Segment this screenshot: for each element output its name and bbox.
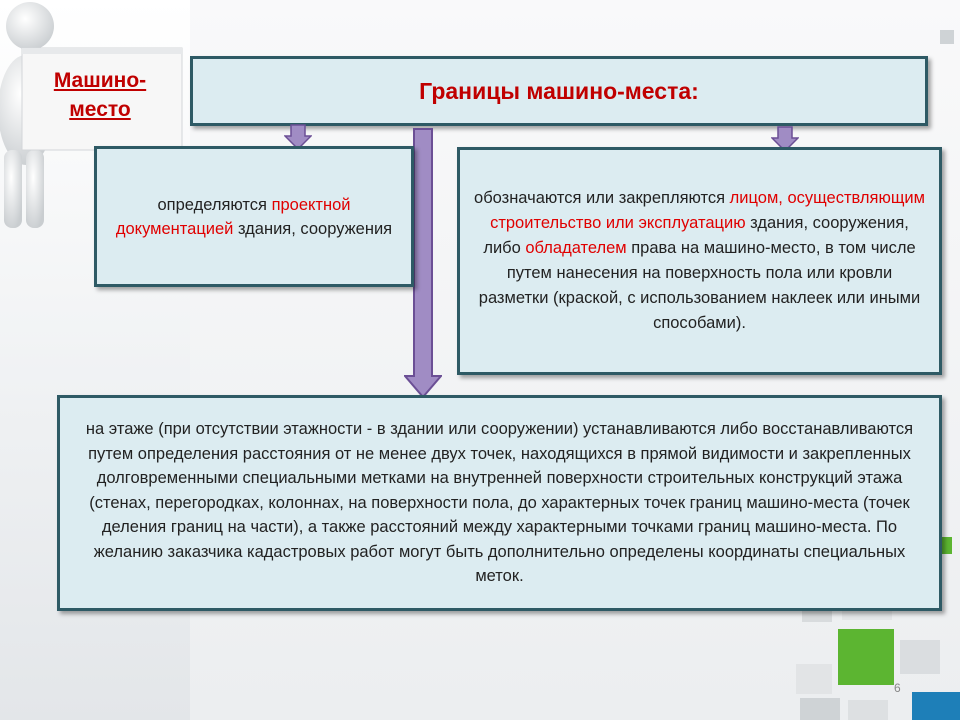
left-info-text xyxy=(107,193,401,241)
highlighted-text: лицом, осуществляющим строительство или эксплуатацию xyxy=(490,189,925,232)
page-title: Границы машино-места: xyxy=(190,56,928,126)
page-number: 6 xyxy=(894,681,901,695)
highlighted-text: обладателем xyxy=(525,239,627,257)
bottom-info-text: на этаже (при отсутствии этажности - в здании или сооружении) устанавливаются либо восстанавливаются путем определения расстояния от не менее двух точек, находящихся в прямой видимости и закрепленных долговременными специальными метками на внутренней поверхности строительных конструкций этажа (стенах, перегородках, колоннах, на поверхности пола, до характерных точек границ машино-места (точек деления границ на части), а также расстояний между характерными точками границ машино-места. По желанию заказчика кадастровых работ могут быть дополнительно определены координаты специальных меток. xyxy=(85,419,914,586)
text-segment: обозначаются или закрепляются xyxy=(474,189,730,207)
right-info-text xyxy=(474,186,925,336)
bottom-info-box xyxy=(57,395,942,611)
sign-label: Машино-место xyxy=(53,69,147,121)
text-segment: здания, сооружения xyxy=(233,219,393,238)
highlighted-text: проектной документацией xyxy=(115,195,351,238)
left-info-box xyxy=(94,146,414,287)
right-info-box xyxy=(457,147,942,375)
text-segment: здания, сооружения, либо xyxy=(483,214,909,257)
text-segment: права на машино-место, в том числе путем нанесения на поверхность пола или кровли разметки (краской, с использованием наклеек или иными способами). xyxy=(478,239,921,332)
text-segment: определяются xyxy=(157,195,272,214)
